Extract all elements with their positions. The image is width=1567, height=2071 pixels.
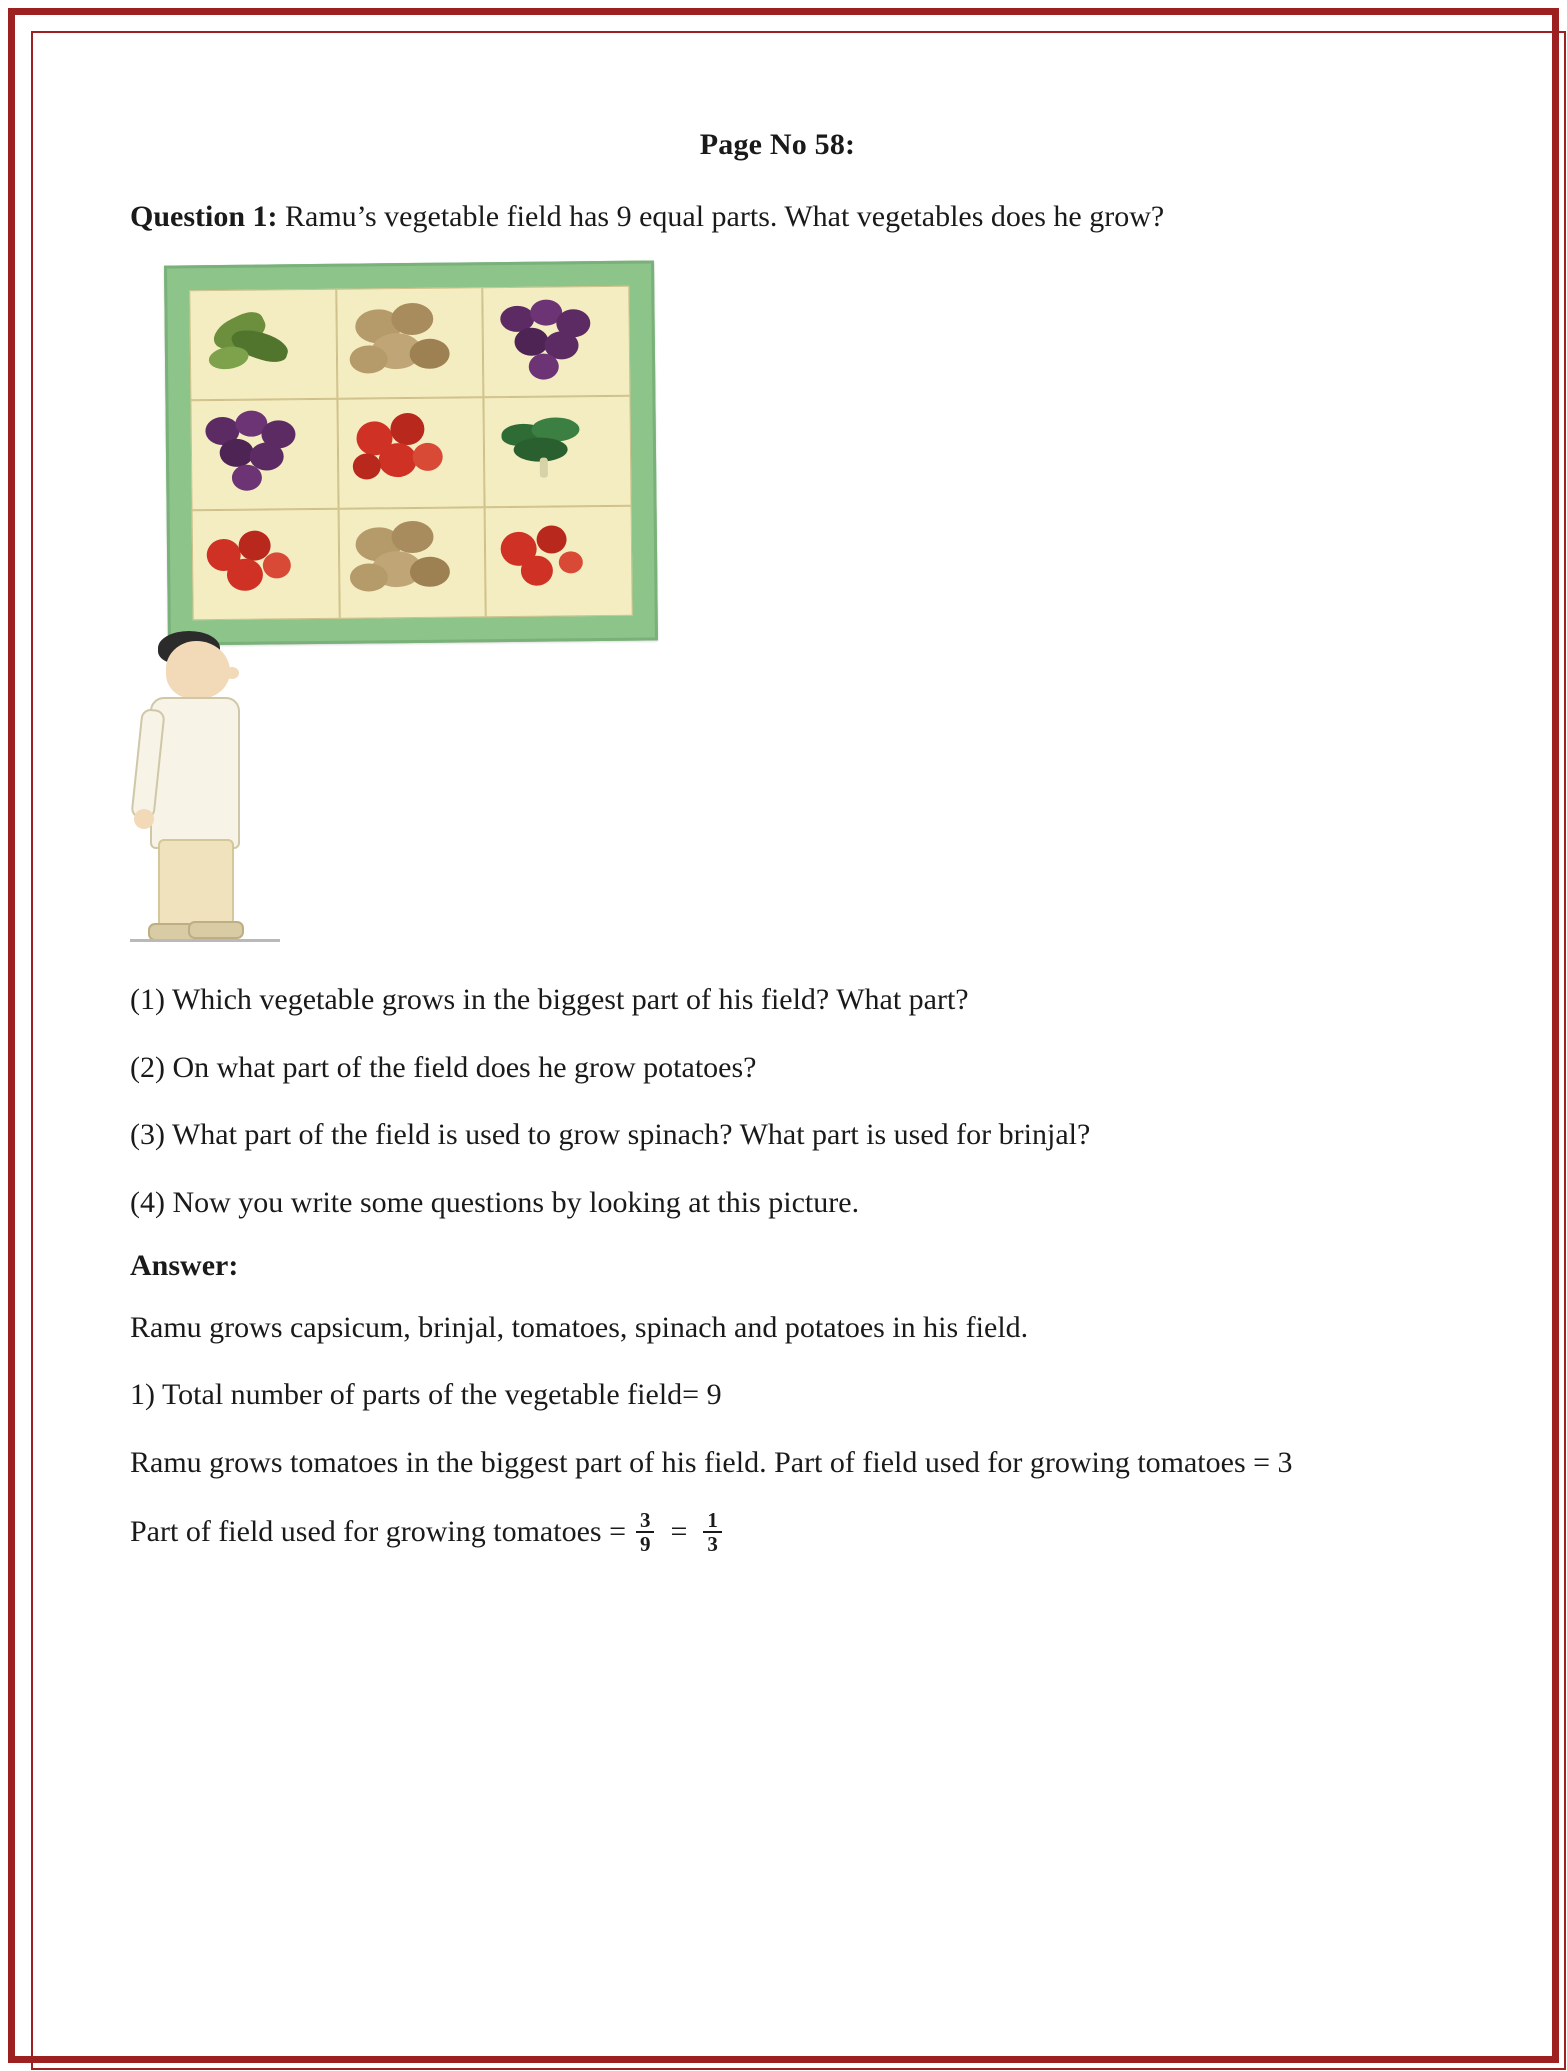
potato-icon bbox=[339, 509, 485, 619]
brinjal-icon bbox=[484, 287, 630, 397]
legs-shape bbox=[158, 839, 234, 933]
tomato-icon bbox=[338, 399, 484, 509]
field-cell-brinjal-4 bbox=[190, 399, 338, 511]
sub-question-3: (3) What part of the field is used to grow spinach? What part is used for brinjal? bbox=[130, 1118, 1091, 1152]
ground-line bbox=[130, 939, 280, 942]
tomato-icon bbox=[486, 507, 632, 617]
field-cell-tomato-5 bbox=[337, 398, 485, 510]
field-cell-tomato-7 bbox=[192, 509, 340, 621]
fraction-one-third bbox=[703, 1509, 722, 1555]
field-grid-inner bbox=[189, 286, 632, 621]
tomato-icon bbox=[193, 510, 339, 620]
field-grid bbox=[164, 261, 658, 646]
fraction-denominator: 9 bbox=[636, 1531, 655, 1555]
foot-shape bbox=[188, 921, 244, 939]
field-cell-potato-8 bbox=[338, 508, 486, 620]
fraction-numerator: 3 bbox=[639, 1508, 651, 1533]
vegetable-field-illustration bbox=[130, 263, 670, 953]
sub-question-4: (4) Now you write some questions by looking at this picture. bbox=[130, 1185, 860, 1219]
document-content bbox=[130, 128, 1425, 1581]
farmer-figure bbox=[130, 623, 280, 953]
answer-paragraph-total-parts: 1) Total number of parts of the vegetable field= 9 bbox=[130, 1378, 722, 1412]
question-text: Ramu’s vegetable field has 9 equal parts. What vegetables does he grow? bbox=[277, 200, 1165, 233]
field-cell-capsicum-1 bbox=[189, 289, 337, 401]
equals-sign: = bbox=[670, 1515, 688, 1549]
page-title: Page No 58: bbox=[699, 128, 856, 161]
fraction-statement-prefix: Part of field used for growing tomatoes = bbox=[130, 1515, 626, 1549]
fraction-statement bbox=[130, 1509, 1425, 1555]
answer-label: Answer: bbox=[130, 1248, 239, 1282]
sub-question-2: (2) On what part of the field does he grow potatoes? bbox=[130, 1050, 757, 1084]
nose-shape bbox=[225, 667, 239, 679]
question-paragraph bbox=[130, 196, 1425, 237]
fraction-denominator: 3 bbox=[703, 1531, 722, 1555]
brinjal-icon bbox=[191, 400, 337, 510]
potato-icon bbox=[337, 289, 483, 399]
sub-question-1: (1) Which vegetable grows in the biggest part of his field? What part? bbox=[130, 983, 969, 1017]
fraction-numerator: 1 bbox=[707, 1508, 718, 1533]
field-cell-spinach-6 bbox=[484, 396, 632, 508]
answer-paragraph-tomatoes: Ramu grows tomatoes in the biggest part of his field. Part of field used for growing tomatoes = 3 bbox=[130, 1445, 1293, 1479]
field-cell-brinjal-3 bbox=[483, 286, 631, 398]
fraction-three-ninths bbox=[636, 1509, 655, 1555]
spinach-icon bbox=[485, 397, 631, 507]
field-cell-tomato-9 bbox=[485, 506, 633, 618]
field-cell-potato-2 bbox=[336, 288, 484, 400]
head-shape bbox=[166, 641, 230, 699]
answer-paragraph-intro: Ramu grows capsicum, brinjal, tomatoes, spinach and potatoes in his field. bbox=[130, 1310, 1029, 1344]
capsicum-icon bbox=[190, 290, 336, 400]
question-label: Question 1: bbox=[130, 200, 278, 233]
